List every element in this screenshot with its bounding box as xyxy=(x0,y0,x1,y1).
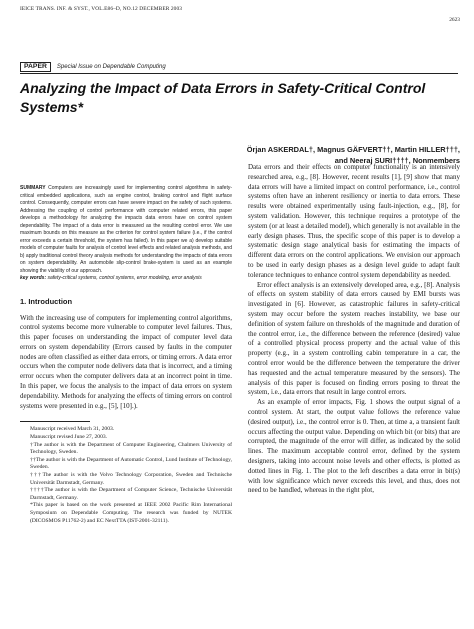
section-heading-introduction: 1. Introduction xyxy=(20,296,73,306)
tag-rule xyxy=(20,73,458,74)
footnote: Manuscript received March 31, 2003. xyxy=(30,426,115,433)
footnote-rule xyxy=(20,421,90,422)
right-column xyxy=(248,163,460,496)
keywords-label: key words: xyxy=(20,275,47,281)
paper-type-label: PAPER xyxy=(20,62,51,72)
intro-paragraph: With the increasing use of computers for implementing control algorithms, control systems become more vulnerable to computer level failures. Thus, this paper focuses on understanding the impact of computer level data errors on system dependability (Errors caused by faults in the computer nodes are often classified as either data errors, or timing errors. A data error occurs when the computer node delivers data that is incorrect, and a timing error occurs when the computer delivers data at an incorrect point in time. In this paper, we focus the analysis to the impact of data errors on system dependability. Methods for analyzing the effects of timing errors on control systems were presented in e.g., [5], [10].). xyxy=(20,313,232,410)
abstract-text: Computers are increasingly used for implementing control algorithms in safety-critical embedded applications, such as engine control, braking control and flight surface control. Consequently, computer errors can have severe impact on the safety of such systems. Addressing the coupling of control performance with computer related errors, this paper develops a methodology for analyzing the impacts data errors have on control system dependability. The impact of a data error is measured as the resulting control error. We use maximum bounds on this measure as the criterion for control system failure (i.e., if the control error exceeds a certain threshold, the system has failed). In this paper we a) develop suitable models of computer faults for analysis of control level effects and related analysis methods, and b) apply traditional control theory analysis methods for understanding the impacts of data errors on system dependability. An automobile slip-control brake-system is used as an example showing the viability of our approach. xyxy=(20,185,233,274)
footnote: †††The author is with the Volvo Technology Corporation, Sweden and Technische Universität Darmstadt, Germany. xyxy=(30,472,232,486)
footnote: *This paper is based on the work presented at IEEE 2002 Pacific Rim International Symposium on Dependable Computing. The research was funded by NUTEK (DICOSMOS P11762-2) and EC NextTTA (IST-2001-32111). xyxy=(30,502,232,524)
author-line: Örjan ASKERDAL†, Magnus GÄFVERT††, Martin HILLER†††, xyxy=(246,145,460,154)
left-column xyxy=(20,185,232,525)
keywords-text: safety-critical systems, control systems, error modeling, error analysis xyxy=(47,275,202,281)
paper-tag xyxy=(20,62,166,72)
abstract xyxy=(20,185,232,275)
body-paragraph: As an example of error impacts, Fig. 1 shows the output signal of a control system. At start, the output value follows the reference value (desired output), i.e., the control error is 0. Then, at time a, a transient fault occurs affecting the output value. Depending on which bit (or bits) that are corrupted, the magnitude of the error will differ, as indicated by the solid lines. The maximum acceptable control error, defined by the system designers, taking into account noise levels and other effects, is plotted as dotted lines in Fig. 1. The plot to the left describes a data error in bit(s) with low significance which never exceeds this level, and thus, does not need to be handled, whereas in the right plot, xyxy=(248,398,460,495)
footnote: Manuscript revised June 27, 2003. xyxy=(30,434,108,441)
paper-title: Analyzing the Impact of Data Errors in Safety-Critical Control Systems* xyxy=(20,80,426,115)
body-paragraph: Data errors and their effects on computer functionality is an intensively researched area, e.g., [8]. However, recent results [1], [9] show that many data errors will have a limited impact on control performance, i.e., control systems often have an inherent resiliency or inertia to data errors. These results were obtained experimentally using fault-injection, e.g., [8], for system validation. However, this technique requires a prototype of the system (or at least a detailed model), which generally is not available in the early design phases. Thus, the specific scope of this paper is to develop a systematic design stage analytical basis for estimating the impacts of different data errors on the control applications. We envision our approach to be used in early design phases as a design level guide to adapt fault tolerance techniques to enhance control system dependability as needed. xyxy=(248,163,460,279)
running-header: IEICE TRANS. INF. & SYST., VOL.E86–D, NO.12 DECEMBER 2003 xyxy=(20,6,183,12)
body-paragraph: Error effect analysis is an extensively developed area, e.g., [8]. Analysis of effects on system stability of data errors caused by EMI bursts was investigated in [6]. However, as catastrophic failures in safety-critical system may occur before the system reaches instability, we base our definition of system failure on thresholds of the magnitude and duration of the control error, i.e., the difference between the reference (desired) value of a controlled physical process property and the actual value of this property (e.g., in a system controlling cabin temperature in a car, the control error would be the difference between the temperature the driver has requested and the actual temperature measured by the sensors). The analysis of this paper is focused on finding errors posing to threat the system, i.e., data errors that result in large control errors. xyxy=(248,280,460,397)
footnote: ††††The author is with the Department of Computer Science, Technische Universität Darmstadt, Germany. xyxy=(30,487,232,501)
page-number: 2623 xyxy=(449,17,460,23)
author-line: and Neeraj SURI††††, Nonmembers xyxy=(334,156,460,165)
footnote: †The author is with the Department of Computer Engineering, Chalmers University of Technology, Sweden. xyxy=(30,441,232,456)
footnote: ††The author is with the Department of Automatic Control, Lund Institute of Technology, Sweden. xyxy=(30,456,232,471)
footnotes xyxy=(20,426,232,525)
special-issue-label: Special Issue on Dependable Computing xyxy=(56,64,166,70)
abstract-label: SUMMARY xyxy=(20,185,46,191)
keywords xyxy=(20,275,232,283)
